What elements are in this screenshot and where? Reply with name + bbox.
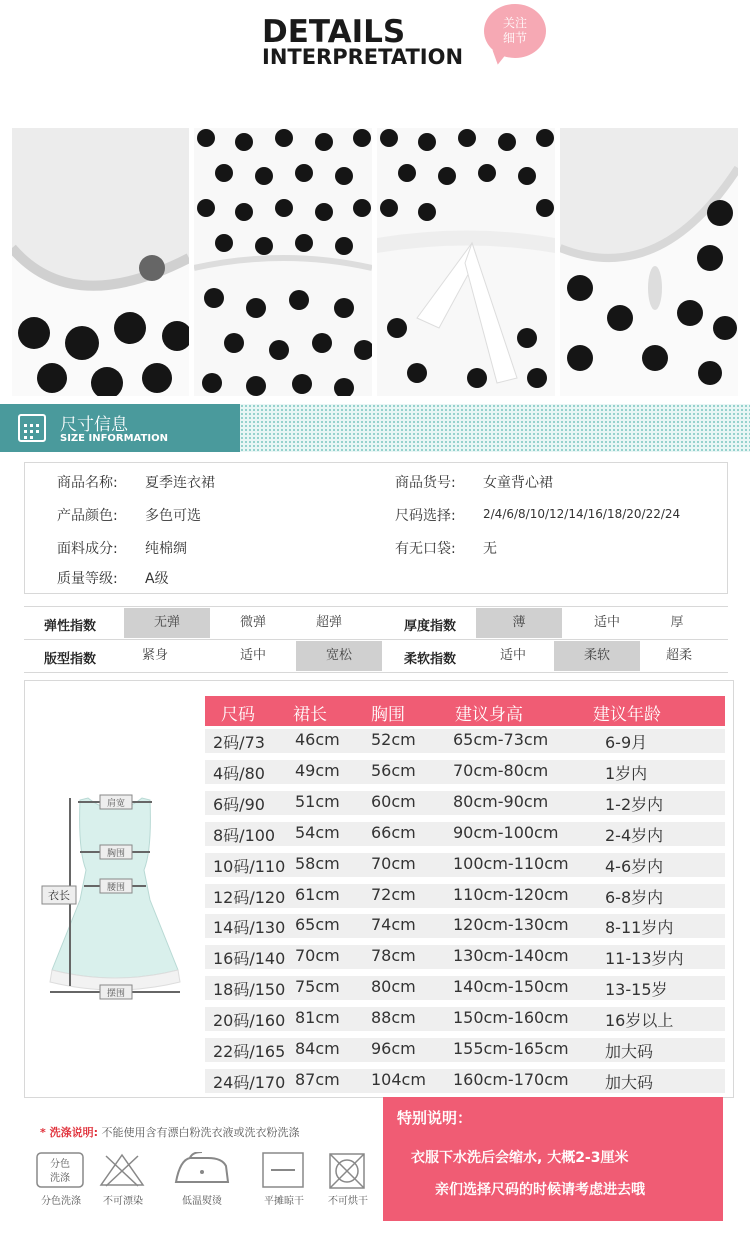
table-cell: 49cm xyxy=(295,761,340,780)
index-option: 紧身 xyxy=(141,648,168,663)
table-row xyxy=(205,1038,725,1062)
wash-icon-label: 不可漂染 xyxy=(103,1196,143,1207)
detail-photo-keyhole xyxy=(560,128,738,396)
section-title-cn: 尺寸信息 xyxy=(60,415,128,435)
table-cell: 12码/120 xyxy=(213,888,286,907)
calendar-icon xyxy=(18,414,46,442)
diagram-label-length: 衣长 xyxy=(48,889,70,902)
table-cell: 10码/110 xyxy=(213,857,286,876)
info-value: A级 xyxy=(145,571,169,587)
info-row xyxy=(25,533,729,563)
table-row xyxy=(205,760,725,784)
table-cell: 140cm-150cm xyxy=(453,977,569,996)
detail-photos xyxy=(12,128,738,396)
wash-note: 不能使用含有漂白粉洗衣液或洗衣粉洗涤 xyxy=(101,1126,300,1139)
table-row xyxy=(205,976,725,1000)
index-option: 微弹 xyxy=(239,615,266,630)
table-cell: 54cm xyxy=(295,823,340,842)
table-row xyxy=(205,884,725,908)
wash-title: * 洗涤说明: xyxy=(40,1126,98,1139)
info-label: 面料成分: xyxy=(57,541,118,557)
table-cell: 16岁以上 xyxy=(605,1011,674,1030)
table-cell: 加大码 xyxy=(605,1042,654,1061)
table-cell: 66cm xyxy=(371,823,416,842)
table-cell: 8-11岁内 xyxy=(605,918,674,937)
note-line: 亲们选择尺码的时候请考虑进去哦 xyxy=(435,1182,645,1198)
wash-icon-label: 平摊晾干 xyxy=(264,1196,304,1207)
table-cell: 51cm xyxy=(295,792,340,811)
table-cell: 150cm-160cm xyxy=(453,1008,569,1027)
header-cell: 胸围 xyxy=(371,705,405,725)
detail-photo-bow xyxy=(377,128,555,396)
table-cell: 70cm-80cm xyxy=(453,761,549,780)
table-cell: 8码/100 xyxy=(213,826,276,845)
table-cell: 60cm xyxy=(371,792,416,811)
header-title-line1: DETAILS xyxy=(262,14,406,50)
table-cell: 13-15岁 xyxy=(605,980,668,999)
index-title: 厚度指数 xyxy=(404,619,457,634)
header-cell: 裙长 xyxy=(293,705,327,725)
info-value: 女童背心裙 xyxy=(483,475,553,491)
table-cell: 87cm xyxy=(295,1070,340,1089)
detail-photo-waist xyxy=(194,128,372,396)
table-cell: 72cm xyxy=(371,885,416,904)
bubble-text-line2: 细节 xyxy=(502,31,527,45)
info-value: 夏季连衣裙 xyxy=(145,475,215,491)
table-cell: 1岁内 xyxy=(605,764,648,783)
table-cell: 74cm xyxy=(371,915,416,934)
info-label: 商品货号: xyxy=(395,475,456,491)
index-option-selected: 无弹 xyxy=(124,608,210,638)
note-line: 衣服下水洗后会缩水, 大概2-3厘米 xyxy=(411,1150,629,1166)
table-row xyxy=(205,914,725,938)
table-cell: 65cm xyxy=(295,915,340,934)
table-cell: 4-6岁内 xyxy=(605,857,664,876)
table-row xyxy=(205,853,725,877)
table-cell: 110cm-120cm xyxy=(453,885,569,904)
table-cell: 78cm xyxy=(371,946,416,965)
table-cell: 160cm-170cm xyxy=(453,1070,569,1089)
divider xyxy=(24,606,728,607)
index-row-fit xyxy=(24,641,728,671)
table-row xyxy=(205,822,725,846)
wash-icon-label: 不可烘干 xyxy=(328,1196,368,1207)
info-label: 有无口袋: xyxy=(395,541,456,557)
wash-icon-text: 洗涤 xyxy=(50,1173,70,1184)
table-cell: 80cm-90cm xyxy=(453,792,549,811)
section-bar-label-area xyxy=(0,404,240,452)
table-cell: 100cm-110cm xyxy=(453,854,569,873)
index-option-selected: 薄 xyxy=(476,608,562,638)
table-row xyxy=(205,791,725,815)
table-cell: 52cm xyxy=(371,730,416,749)
header-cell: 尺码 xyxy=(221,705,255,725)
wash-instruction-text xyxy=(40,1124,299,1140)
table-cell: 18码/150 xyxy=(213,980,286,999)
table-cell: 11-13岁内 xyxy=(605,949,684,968)
index-option: 厚 xyxy=(670,615,684,630)
table-cell: 96cm xyxy=(371,1039,416,1058)
page-header xyxy=(0,0,750,110)
note-title: 特别说明： xyxy=(397,1109,473,1127)
speech-bubble-icon xyxy=(484,4,546,58)
diagram-label-hem: 摆围 xyxy=(106,989,126,999)
table-cell: 24码/170 xyxy=(213,1073,286,1092)
info-row xyxy=(25,467,729,497)
table-cell: 20码/160 xyxy=(213,1011,286,1030)
table-cell: 2-4岁内 xyxy=(605,826,664,845)
table-cell: 130cm-140cm xyxy=(453,946,569,965)
wash-icon-text: 分色 xyxy=(50,1159,70,1170)
table-cell: 22码/165 xyxy=(213,1042,286,1061)
table-cell: 70cm xyxy=(371,854,416,873)
info-label: 商品名称: xyxy=(57,475,118,491)
info-value: 无 xyxy=(483,541,497,557)
table-cell: 80cm xyxy=(371,977,416,996)
table-cell: 58cm xyxy=(295,854,340,873)
divider xyxy=(24,672,728,673)
info-label: 产品颜色: xyxy=(57,508,118,524)
table-cell: 120cm-130cm xyxy=(453,915,569,934)
table-cell: 75cm xyxy=(295,977,340,996)
table-cell: 81cm xyxy=(295,1008,340,1027)
table-cell: 6-8岁内 xyxy=(605,888,664,907)
detail-photo-collar xyxy=(12,128,189,396)
table-row xyxy=(205,945,725,969)
table-cell: 6码/90 xyxy=(213,795,265,814)
table-cell: 155cm-165cm xyxy=(453,1039,569,1058)
header-title-line2: INTERPRETATION xyxy=(262,45,464,69)
divider xyxy=(24,639,728,640)
diagram-label-waist: 腰围 xyxy=(106,883,126,893)
table-cell: 4码/80 xyxy=(213,764,265,783)
table-row xyxy=(205,1069,725,1093)
table-cell: 104cm xyxy=(371,1070,426,1089)
index-title: 柔软指数 xyxy=(404,652,457,667)
table-cell: 84cm xyxy=(295,1039,340,1058)
table-cell: 70cm xyxy=(295,946,340,965)
index-option: 超弹 xyxy=(315,615,342,630)
wash-icon-label: 低温熨烫 xyxy=(182,1196,222,1207)
diagram-label-chest: 胸围 xyxy=(106,849,126,859)
header-cell: 建议年龄 xyxy=(593,705,661,725)
dress-measurement-diagram xyxy=(40,790,190,1002)
table-cell: 88cm xyxy=(371,1008,416,1027)
index-option-selected: 柔软 xyxy=(554,641,640,671)
size-info-section-bar xyxy=(0,404,750,452)
table-row xyxy=(205,1007,725,1031)
table-cell: 1-2岁内 xyxy=(605,795,664,814)
table-cell: 16码/140 xyxy=(213,949,286,968)
header-cell: 建议身高 xyxy=(455,705,523,725)
info-label: 质量等级: xyxy=(57,571,118,587)
table-cell: 56cm xyxy=(371,761,416,780)
info-value: 多色可选 xyxy=(145,508,201,524)
table-row xyxy=(205,729,725,753)
info-row xyxy=(25,563,729,593)
section-title-en: SIZE INFORMATION xyxy=(60,433,168,444)
product-info-box xyxy=(24,462,728,594)
bubble-text-line1: 关注 xyxy=(502,16,527,30)
index-option: 适中 xyxy=(499,648,526,663)
info-label: 尺码选择: xyxy=(395,508,456,524)
wash-icon-label: 分色洗涤 xyxy=(41,1196,81,1207)
index-option: 适中 xyxy=(593,615,620,630)
table-cell: 65cm-73cm xyxy=(453,730,549,749)
table-cell: 6-9月 xyxy=(605,733,648,752)
index-title: 弹性指数 xyxy=(44,619,97,634)
table-cell: 61cm xyxy=(295,885,340,904)
index-option: 超柔 xyxy=(665,648,692,663)
table-cell: 2码/73 xyxy=(213,733,265,752)
size-table-header xyxy=(205,696,725,726)
table-cell: 14码/130 xyxy=(213,918,286,937)
info-row xyxy=(25,500,729,530)
index-title: 版型指数 xyxy=(44,652,97,667)
index-option: 适中 xyxy=(239,648,266,663)
section-bar-pattern xyxy=(240,404,750,452)
special-note-box xyxy=(383,1097,723,1221)
index-row-elasticity xyxy=(24,608,728,638)
info-value: 纯棉绸 xyxy=(145,541,187,557)
index-option-selected: 宽松 xyxy=(296,641,382,671)
table-cell: 46cm xyxy=(295,730,340,749)
diagram-label-shoulder: 肩宽 xyxy=(106,799,126,809)
info-value: 2/4/6/8/10/12/14/16/18/20/22/24 xyxy=(483,507,681,521)
table-cell: 加大码 xyxy=(605,1073,654,1092)
table-cell: 90cm-100cm xyxy=(453,823,559,842)
